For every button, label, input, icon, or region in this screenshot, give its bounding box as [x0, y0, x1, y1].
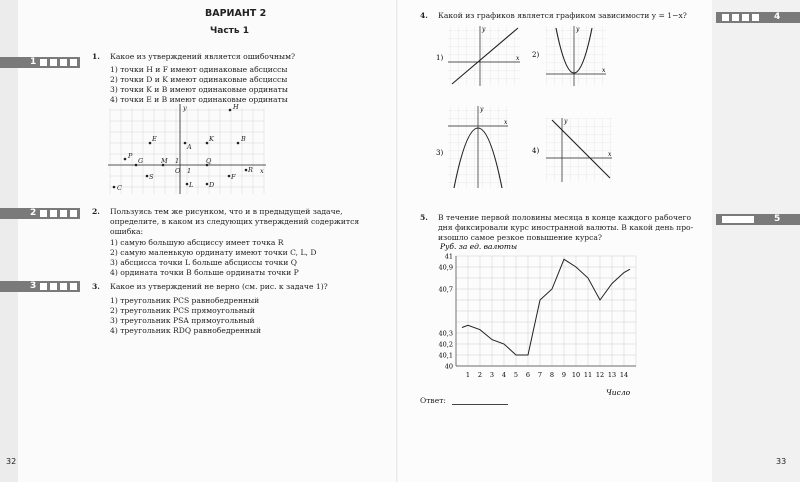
fig-label: S [149, 173, 154, 181]
q4-graphs [434, 22, 624, 192]
fig-label: 1 [187, 167, 192, 175]
axis-label: x [504, 119, 508, 126]
x-tick-label: 11 [583, 371, 593, 379]
axis-label: y [564, 118, 568, 125]
q3-option: 3) треугольник PSA прямоугольный [110, 316, 255, 325]
y-tick-label: 40,2 [438, 340, 453, 349]
section-tab-3 [0, 281, 80, 292]
graph-label: 3) [436, 149, 444, 157]
answer-line[interactable] [452, 404, 508, 405]
q3-option: 1) треугольник PCS равнобедренный [110, 296, 260, 305]
x-tick-label: 12 [595, 371, 605, 379]
fig-label: O [175, 167, 181, 175]
x-tick-label: 13 [607, 371, 617, 379]
x-tick-label: 3 [489, 371, 495, 379]
fig-label: G [138, 157, 144, 165]
graph-label: 1) [436, 54, 444, 62]
y-tick-label: 40,1 [438, 351, 453, 360]
q5-number: 5. [420, 213, 428, 222]
fig-label: E [152, 135, 157, 143]
q5-text-line: В течение первой половины месяца в конце каждого рабочего [438, 213, 692, 222]
q2-text-line: Пользуясь тем же рисунком, что и в предыдущей задаче, [110, 207, 343, 216]
x-tick-label: 14 [619, 371, 629, 379]
section-tab-label: 2 [30, 208, 37, 218]
fig-label: x [260, 167, 264, 175]
graph-label: 4) [532, 147, 540, 155]
x-tick-label: 9 [561, 371, 567, 379]
q2-option: 1) самую большую абсциссу имеет точка R [110, 238, 284, 247]
fig-label: K [209, 135, 214, 143]
x-tick-label: 7 [537, 371, 543, 379]
fig-label: P [128, 152, 133, 160]
chart-xlabel: Число [606, 388, 631, 397]
fig-label: M [161, 157, 168, 165]
x-tick-label: 6 [525, 371, 531, 379]
fig-label: B [241, 135, 246, 143]
q2-option: 2) самую маленькую ординату имеют точки C, L, D [110, 248, 317, 257]
section-tab-label: 3 [30, 281, 37, 291]
fig-label: A [187, 143, 192, 151]
x-tick-label: 1 [465, 371, 471, 379]
fig-label: C [117, 184, 122, 192]
q1-option: 4) точки E и B имеют одинаковые ординаты [110, 95, 288, 104]
answer-label: Ответ: [420, 396, 446, 405]
q2-text-line: ошибка: [110, 227, 144, 236]
axis-label: x [608, 151, 612, 158]
q2-text-line: определите, в каком из следующих утверждений содержится [110, 217, 360, 226]
q1-text: Какое из утверждений является ошибочным? [110, 52, 296, 61]
rate-series-line [462, 259, 630, 355]
axis-label: y [576, 26, 580, 33]
section-tab-2 [0, 208, 80, 219]
q3-option: 2) треугольник PCS прямоугольный [110, 306, 255, 315]
fig-label: Q [206, 157, 212, 165]
q3-number: 3. [92, 282, 100, 291]
q2-number: 2. [92, 207, 100, 216]
page-number-right: 33 [776, 457, 787, 466]
axis-label: y [482, 26, 486, 33]
q4-text: Какой из графиков является графиком зависимости y = 1−x? [438, 11, 687, 20]
q2-option: 4) ордината точки B больше ординаты точки P [110, 268, 299, 277]
fig-label: y [183, 104, 187, 112]
q1-option: 2) точки D и K имеют одинаковые абсциссы [110, 75, 288, 84]
section-tab-4 [716, 12, 800, 23]
variant-title: ВАРИАНТ 2 [205, 8, 267, 19]
axis-label: y [480, 106, 484, 113]
section-tab-label: 1 [30, 57, 37, 67]
graph-label: 2) [532, 51, 540, 59]
fig-label: D [209, 181, 215, 189]
graph-2-grid [546, 26, 606, 86]
q1-option: 1) точки H и F имеют одинаковые абсциссы [110, 65, 288, 74]
q5-text-line: дня фиксировали курс иностранной валюты. В какой день про- [438, 223, 694, 232]
q1-coordinate-figure [108, 102, 268, 196]
page-number-left: 32 [6, 457, 17, 466]
q3-text: Какое из утверждений не верно (см. рис. к задаче 1)? [110, 282, 328, 291]
fig-label: R [248, 166, 253, 174]
y-tick-label: 40,3 [438, 329, 453, 338]
q1-option: 3) точки K и B имеют одинаковые ординаты [110, 85, 288, 94]
fig-label: 1 [175, 157, 180, 165]
q1-number: 1. [92, 52, 100, 61]
q3-option: 4) треугольник RDQ равнобедренный [110, 326, 262, 335]
left-edge-strip [0, 0, 18, 482]
fig-label: H [233, 103, 239, 111]
q4-number: 4. [420, 11, 428, 20]
chart-ylabel: Руб. за ед. валюты [440, 242, 518, 251]
fig-label: L [189, 181, 194, 189]
section-tab-1 [0, 57, 80, 68]
part-title: Часть 1 [210, 26, 249, 36]
x-tick-label: 5 [513, 371, 519, 379]
x-tick-label: 2 [477, 371, 483, 379]
section-tab-label: 5 [774, 214, 781, 224]
q5-text-line: изошло самое резкое повышение курса? [438, 233, 602, 242]
x-tick-label: 4 [501, 371, 507, 379]
x-tick-label: 10 [571, 371, 581, 379]
axis-label: x [602, 67, 606, 74]
x-tick-label: 8 [549, 371, 555, 379]
y-tick-label: 40,7 [438, 285, 453, 294]
y-tick-label: 40 [444, 362, 453, 371]
currency-rate-chart [420, 242, 650, 400]
graph-4-grid [546, 118, 612, 182]
section-tab-label: 4 [774, 12, 781, 22]
q2-option: 3) абсцисса точки L больше абсциссы точки Q [110, 258, 297, 267]
y-tick-label: 41 [444, 252, 453, 261]
section-tab-5 [716, 214, 800, 225]
right-edge-strip [712, 0, 800, 482]
axis-label: x [516, 55, 520, 62]
y-tick-label: 40,9 [438, 263, 453, 272]
fig-label: F [231, 173, 236, 181]
